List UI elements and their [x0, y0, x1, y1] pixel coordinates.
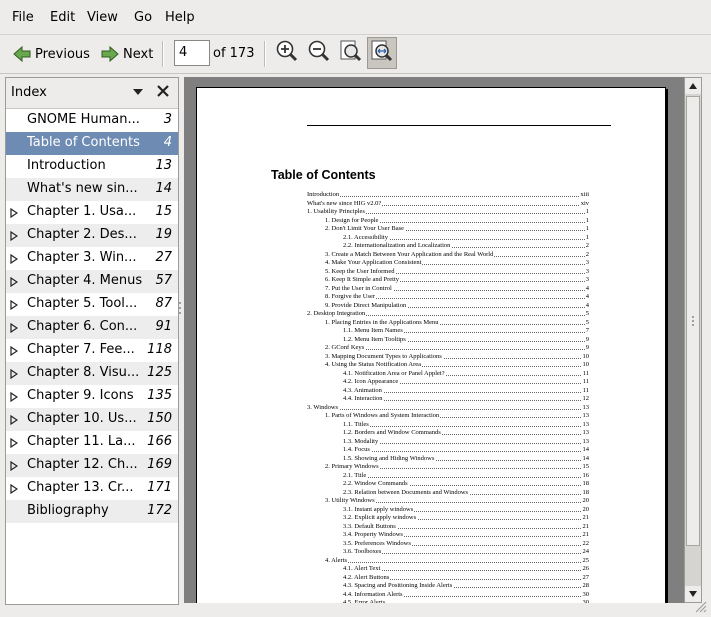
toc-entry-title: 7. Put the User in Control: [325, 284, 392, 292]
toc-entry-title: 2.1. Title: [343, 471, 367, 479]
best-fit-button[interactable]: [336, 37, 366, 69]
index-item[interactable]: [6, 431, 178, 454]
index-item-page: 171: [147, 480, 172, 495]
index-item[interactable]: [6, 178, 178, 201]
menubar: [0, 0, 711, 35]
toc-entry-page: 18: [582, 488, 589, 496]
toc-entry-page: 1: [585, 225, 589, 232]
index-item-label: Bibliography: [27, 503, 109, 518]
index-item-label: Chapter 4. Menus: [27, 273, 142, 288]
index-item[interactable]: [6, 224, 178, 247]
index-item[interactable]: [6, 316, 178, 339]
close-icon[interactable]: [156, 84, 170, 102]
toc-entry[interactable]: [307, 523, 589, 532]
toc-leader: [343, 477, 589, 478]
toc-entry-page: 30: [582, 599, 590, 603]
expander-arrow-icon[interactable]: [10, 414, 18, 424]
toc-entry[interactable]: [307, 378, 589, 387]
toc-entry-page: 22: [582, 539, 589, 547]
toc-entry[interactable]: [307, 344, 589, 353]
toc-entry[interactable]: [307, 429, 589, 438]
toc-entry-page: 3: [585, 276, 589, 283]
toc-entry-title: 4.1. Alert Text: [343, 565, 381, 572]
toc-entry-title: 1.5. Showing and Hiding Windows: [343, 454, 435, 462]
toc-entry[interactable]: [307, 302, 589, 311]
toc-entry-page: 14: [582, 446, 589, 453]
index-item-label: Chapter 1. Usa...: [27, 204, 137, 219]
index-item[interactable]: [6, 201, 178, 224]
toc-entry-title: 4.3. Spacing and Positioning Inside Alerts: [343, 582, 453, 589]
index-item-page: 135: [147, 388, 172, 403]
toc-entry-title: What's new since HIG v2.0?: [307, 199, 382, 207]
toc-entry[interactable]: [307, 565, 589, 574]
index-item-label: Chapter 10. Us...: [27, 411, 137, 426]
index-item[interactable]: [6, 385, 178, 408]
toc-heading: Table of Contents: [271, 168, 376, 182]
toc-entry-page: 1: [585, 216, 589, 224]
toc-leader: [325, 562, 589, 563]
toc-entry[interactable]: [307, 548, 589, 557]
toc-entry-page: 1: [585, 208, 589, 215]
toc-entry[interactable]: [307, 217, 589, 226]
toc-entry-page: 9: [585, 344, 589, 351]
index-item-page: 57: [155, 273, 172, 288]
toc-entry-title: 4.4. Interaction: [343, 395, 383, 402]
toc-entry-page: 14: [582, 454, 589, 462]
toc-entry[interactable]: [307, 361, 589, 370]
toc-entry[interactable]: [307, 225, 589, 234]
toc-leader: [343, 426, 589, 427]
index-item-page: 3: [163, 112, 172, 127]
toc-leader: [343, 443, 589, 444]
toc-entry[interactable]: [307, 582, 589, 591]
next-button[interactable]: [100, 35, 153, 73]
toc-entry-page: 12: [582, 395, 589, 402]
toc-entry-page: 13: [582, 403, 589, 411]
expander-arrow-icon[interactable]: [10, 483, 18, 493]
toc-entry[interactable]: [307, 276, 589, 285]
toc-entry-title: 2.2. Window Commands: [343, 480, 408, 487]
index-item-page: 118: [147, 342, 172, 357]
toc-entry-title: 3.6. Toolboxes: [343, 548, 382, 555]
toc-entry-page: 26: [582, 565, 589, 572]
toc-entry[interactable]: [307, 446, 589, 455]
expander-arrow-icon[interactable]: [10, 345, 18, 355]
toc-entry-page: 13: [582, 437, 589, 445]
toc-entry[interactable]: [307, 463, 589, 472]
toc-entry[interactable]: [307, 319, 589, 328]
index-list: [6, 109, 178, 523]
toc-entry-title: 1.1. Titles: [343, 420, 369, 428]
index-item[interactable]: [6, 109, 178, 132]
toc-entry-title: 3. Mapping Document Types to Applications: [325, 352, 442, 360]
toc-entry-page: xiv: [580, 199, 589, 207]
index-item-page: 14: [155, 181, 172, 196]
index-item[interactable]: [6, 408, 178, 431]
toc-entry-page: 13: [582, 412, 589, 419]
toc-entry-title: 3.3. Default Buttons: [343, 522, 396, 530]
toc-entry[interactable]: [307, 489, 589, 498]
toc-entry-title: 5. Keep the User Informed: [325, 267, 395, 275]
expander-arrow-icon[interactable]: [10, 299, 18, 309]
toc-entry-title: 4. Alerts: [325, 556, 348, 564]
toc-entry-page: 30: [582, 590, 589, 598]
index-item[interactable]: [6, 132, 178, 155]
index-item-label: GNOME Human...: [27, 112, 140, 127]
toc-entry[interactable]: [307, 387, 589, 396]
toc-entry-page: 21: [582, 522, 589, 530]
toc-entry-page: 2: [585, 242, 589, 249]
toc-entry-title: 3.2. Explicit apply windows: [343, 514, 417, 521]
toc-leader: [343, 451, 589, 452]
toc-entry-page: 4: [585, 301, 589, 309]
toc-entry[interactable]: [307, 591, 589, 600]
index-item-page: 125: [147, 365, 172, 380]
vertical-scrollbar[interactable]: [684, 77, 702, 603]
toc-entry-title: 9. Provide Direct Manipulation: [325, 301, 407, 309]
index-item-label: Introduction: [27, 158, 106, 173]
index-item[interactable]: [6, 247, 178, 270]
toc-entry-page: 7: [585, 327, 589, 334]
toc-entry-page: 11: [582, 386, 589, 394]
toc-entry[interactable]: [307, 370, 589, 379]
index-item[interactable]: [6, 155, 178, 178]
toc-entry-page: 11: [582, 378, 589, 385]
toc-entry-title: 1.4. Focus: [343, 446, 370, 453]
toc-entry-title: 2. Primary Windows: [325, 463, 379, 470]
toc-entry-title: 3.5. Preferences Windows: [343, 539, 411, 547]
next-label: Next: [123, 46, 154, 62]
toc-entry-title: 2.3. Relation between Documents and Windows: [343, 488, 469, 496]
index-item-page: 87: [155, 296, 172, 311]
toc-entry[interactable]: [307, 242, 589, 251]
menu-help[interactable]: Help: [165, 10, 195, 25]
toc-entry-page: 18: [582, 480, 589, 487]
toc-entry-page: 10: [582, 352, 589, 360]
menu-go[interactable]: Go: [134, 10, 153, 25]
toc-entry[interactable]: [307, 557, 589, 566]
chevron-down-icon[interactable]: [132, 86, 144, 102]
toc-entry-title: 3. Windows: [307, 403, 339, 411]
toc-entry[interactable]: [307, 259, 589, 268]
index-item[interactable]: [6, 270, 178, 293]
toc-entry-page: 9: [585, 335, 589, 343]
toc-entry[interactable]: [307, 336, 589, 345]
index-item-page: 27: [155, 250, 172, 265]
toc-entry-title: 1.2. Menu Item Tooltips: [343, 335, 406, 343]
toc-entry[interactable]: [307, 455, 589, 464]
toc-entry[interactable]: [307, 310, 589, 319]
document-page: [196, 87, 666, 603]
expander-arrow-icon[interactable]: [10, 437, 18, 447]
page-header-rule: [307, 125, 611, 126]
toc-entry-title: 2. Desktop Integration: [307, 310, 366, 317]
index-item-label: Chapter 3. Win...: [27, 250, 137, 265]
sidebar-title: Index: [11, 85, 47, 100]
expander-arrow-icon[interactable]: [10, 460, 18, 470]
index-item-label: Chapter 8. Visu...: [27, 365, 140, 380]
index-item[interactable]: [6, 339, 178, 362]
toc-entries: [307, 191, 589, 603]
previous-label: Previous: [35, 46, 90, 62]
toc-entry-page: 2: [585, 250, 589, 258]
expander-arrow-icon[interactable]: [10, 322, 18, 332]
index-item-label: Chapter 9. Icons: [27, 388, 134, 403]
toc-entry[interactable]: [307, 268, 589, 277]
menu-view[interactable]: View: [87, 10, 118, 25]
index-item-page: 13: [155, 158, 172, 173]
toc-leader: [307, 196, 589, 197]
toc-entry-title: 2. Don't Limit Your User Base: [325, 225, 404, 232]
fit-width-button[interactable]: [367, 37, 397, 69]
toc-entry-title: 4.2. Icon Appearance: [343, 378, 399, 385]
toc-entry[interactable]: [307, 421, 589, 430]
toolbar: [0, 35, 711, 74]
toc-entry-page: 10: [582, 361, 589, 368]
toc-entry-page: 24: [582, 548, 589, 555]
toc-entry-page: 3: [585, 267, 589, 275]
index-item-label: What's new sin...: [27, 181, 138, 196]
expander-arrow-icon[interactable]: [10, 276, 18, 286]
toc-entry[interactable]: [307, 438, 589, 447]
toc-entry-page: 13: [582, 429, 589, 436]
toc-entry-title: 4.3. Animation: [343, 386, 382, 394]
toc-entry-page: 11: [582, 369, 589, 377]
toc-entry[interactable]: [307, 251, 589, 260]
document-view[interactable]: [184, 77, 684, 603]
zoom-out-icon: [307, 39, 331, 67]
toc-entry-page: 1: [585, 233, 589, 241]
page-count-label: of 173: [213, 46, 255, 61]
index-item-label: Chapter 7. Fee...: [27, 342, 135, 357]
toc-entry[interactable]: [307, 531, 589, 540]
toc-entry-page: 28: [582, 582, 589, 589]
toc-entry[interactable]: [307, 293, 589, 302]
index-item-label: Chapter 5. Tool...: [27, 296, 138, 311]
index-item-label: Table of Contents: [27, 135, 140, 150]
toc-entry-page: 25: [582, 556, 589, 564]
toc-entry-title: 1. Parts of Windows and System Interaction: [325, 412, 440, 419]
index-item-page: 15: [155, 204, 172, 219]
toc-entry-title: 4.1. Notification Area or Panel Applet?: [343, 369, 445, 377]
index-item-label: Chapter 12. Ch...: [27, 457, 138, 472]
toc-entry[interactable]: [307, 234, 589, 243]
toc-entry[interactable]: [307, 191, 589, 200]
arrow-up-icon: [688, 79, 698, 94]
toc-entry[interactable]: [307, 353, 589, 362]
toc-entry-page: 21: [582, 531, 589, 538]
toc-entry-title: 2. GConf Keys: [325, 344, 365, 351]
toc-entry-title: 1. Placing Entries in the Applications Menu: [325, 318, 439, 326]
toc-entry-page: 5: [585, 310, 589, 317]
toc-entry[interactable]: [307, 540, 589, 549]
toc-entry[interactable]: [307, 208, 589, 217]
index-item[interactable]: [6, 454, 178, 477]
go-previous-icon: [12, 44, 32, 64]
index-item-label: Chapter 13. Cr...: [27, 480, 134, 495]
toc-entry-title: 3. Utility Windows: [325, 497, 375, 504]
index-item-page: 169: [147, 457, 172, 472]
toc-entry-page: 20: [582, 505, 589, 513]
expander-arrow-icon[interactable]: [10, 391, 18, 401]
toc-entry-title: 1. Design for People: [325, 216, 379, 224]
toc-entry-title: 1.3. Modality: [343, 437, 379, 445]
toc-entry-page: 4: [585, 293, 589, 300]
menu-file[interactable]: File: [12, 10, 34, 25]
index-item-label: Chapter 6. Con...: [27, 319, 138, 334]
expander-arrow-icon[interactable]: [10, 368, 18, 378]
toc-entry-page: 5: [585, 318, 589, 326]
zoom-in-button[interactable]: [272, 37, 302, 69]
toc-entry-title: 4.4. Information Alerts: [343, 590, 403, 598]
index-item-page: 19: [155, 227, 172, 242]
index-item-page: 150: [147, 411, 172, 426]
toc-entry-title: 4. Using the Status Notification Area: [325, 361, 422, 368]
toolbar-separator: [264, 41, 266, 67]
toc-entry-page: 4: [585, 284, 589, 292]
toc-entry-page: 21: [582, 514, 589, 521]
index-item-page: 172: [147, 503, 172, 518]
toc-entry-page: 20: [582, 497, 589, 504]
toc-entry-title: 1.1. Menu Item Names: [343, 327, 403, 334]
menu-edit[interactable]: Edit: [50, 10, 76, 25]
toc-entry-title: 4. Make Your Application Consistent: [325, 259, 422, 266]
toc-entry-page: 3: [585, 259, 589, 266]
toc-entry-title: 3. Create a Match Between Your Application and the Real World: [325, 250, 494, 258]
toc-entry[interactable]: [307, 285, 589, 294]
toc-entry[interactable]: [307, 506, 589, 515]
toc-entry[interactable]: [307, 395, 589, 404]
sidebar-header: [6, 78, 178, 109]
best-fit-icon: [339, 39, 363, 67]
expander-arrow-icon[interactable]: [10, 230, 18, 240]
toc-entry-page: xiii: [580, 191, 589, 198]
index-item-label: Chapter 11. La...: [27, 434, 136, 449]
toc-leader: [307, 409, 589, 410]
toc-entry-page: 15: [582, 463, 589, 470]
toc-entry[interactable]: [307, 327, 589, 336]
fit-width-icon: [370, 39, 394, 67]
toc-entry-title: 6. Keep It Simple and Pretty: [325, 276, 400, 283]
toc-entry-title: 2.1. Accessibility: [343, 233, 388, 241]
toc-entry-title: 4.2. Alert Buttons: [343, 573, 390, 581]
index-item[interactable]: [6, 477, 178, 500]
zoom-out-button[interactable]: [304, 37, 334, 69]
toc-entry-page: 13: [582, 420, 589, 428]
toc-entry-title: 8. Forgive the User: [325, 293, 376, 300]
previous-button[interactable]: [12, 35, 90, 73]
zoom-in-icon: [275, 39, 299, 67]
index-item-label: Chapter 2. Des...: [27, 227, 137, 242]
toc-entry[interactable]: [307, 412, 589, 421]
index-item[interactable]: [6, 362, 178, 385]
toc-entry[interactable]: [307, 497, 589, 506]
toc-entry[interactable]: [307, 480, 589, 489]
grip-icon: [691, 315, 695, 327]
toc-entry[interactable]: [307, 574, 589, 583]
toc-entry-title: Introduction: [307, 191, 340, 198]
toc-entry-page: 16: [582, 471, 589, 479]
index-sidebar: [5, 77, 179, 605]
toc-entry-title: 2.2. Internationalization and Localization: [343, 242, 451, 249]
pane-resize-handle[interactable]: [178, 300, 182, 316]
index-item[interactable]: [6, 500, 178, 523]
expander-arrow-icon[interactable]: [10, 207, 18, 217]
index-item-page: 91: [155, 319, 172, 334]
expander-arrow-icon[interactable]: [10, 253, 18, 263]
toolbar-separator: [162, 41, 164, 67]
toc-entry-page: 27: [582, 573, 589, 581]
toc-entry-title: 1.2. Borders and Window Commands: [343, 429, 441, 436]
toc-entry-title: 3.1. Instant apply windows: [343, 505, 414, 513]
toc-entry[interactable]: [307, 404, 589, 413]
toc-entry[interactable]: [307, 200, 589, 209]
toc-entry[interactable]: [307, 599, 589, 603]
scroll-up-button[interactable]: [685, 78, 701, 94]
toc-entry-title: 3.4. Property Windows: [343, 531, 403, 538]
toc-entry[interactable]: [307, 514, 589, 523]
toc-entry-title: 1. Usability Principles: [307, 208, 365, 215]
index-item[interactable]: [6, 293, 178, 316]
window-resize-grip[interactable]: [693, 599, 707, 613]
scrollbar-thumb[interactable]: [686, 96, 700, 546]
page-number-input[interactable]: 4: [174, 40, 210, 66]
toc-entry-title: 4.5. Error Alerts: [343, 599, 386, 603]
index-item-page: 4: [163, 135, 172, 150]
toc-entry[interactable]: [307, 472, 589, 481]
index-item-page: 166: [147, 434, 172, 449]
go-next-icon: [100, 44, 120, 64]
